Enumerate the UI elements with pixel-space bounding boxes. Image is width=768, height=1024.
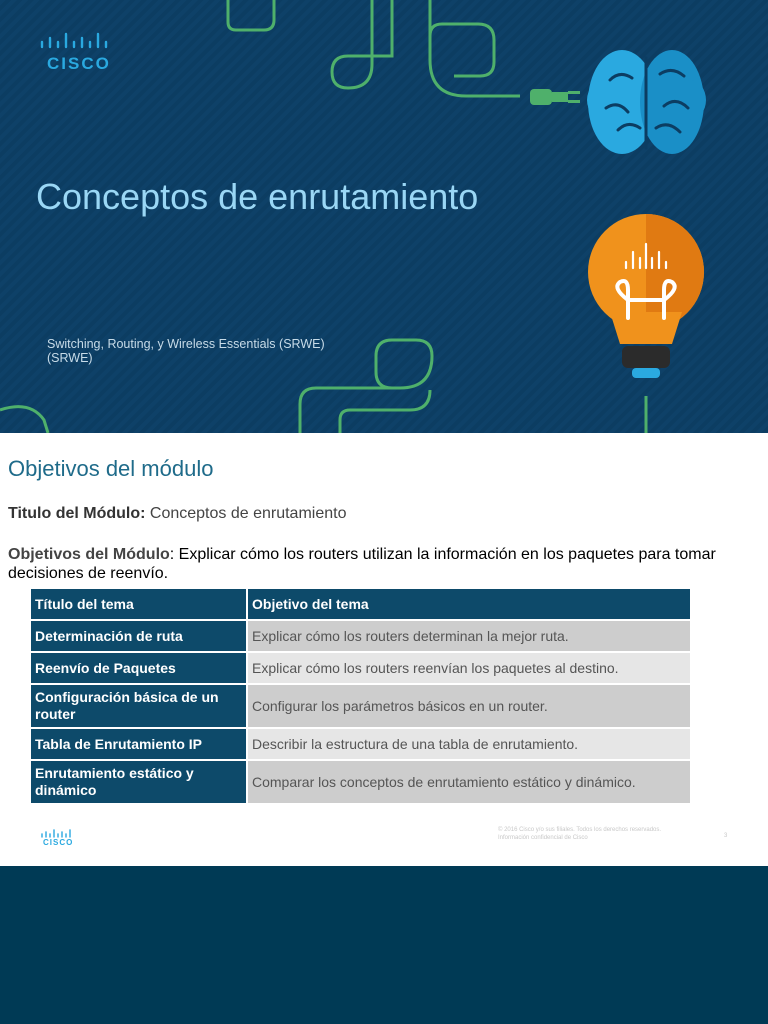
topic-objective: Configurar los parámetros básicos en un router.: [248, 685, 690, 727]
table-row: [31, 621, 690, 651]
table-row: [31, 685, 690, 727]
topic-name: Enrutamiento estático y dinámico: [31, 761, 246, 803]
objectives-slide: [0, 433, 768, 866]
topics-table: [29, 587, 692, 805]
slide-subtitle: [47, 337, 357, 365]
table-row: [31, 729, 690, 759]
topic-name: Determinación de ruta: [31, 621, 246, 651]
topic-objective: Explicar cómo los routers determinan la mejor ruta.: [248, 621, 690, 651]
module-objective-line: [8, 545, 758, 583]
subtitle-line-2: (SRWE): [47, 351, 93, 365]
plug-icon: [530, 89, 580, 105]
copyright-notice: [498, 826, 661, 842]
module-title-label: Titulo del Módulo:: [8, 505, 146, 522]
table-header-row: [31, 589, 690, 619]
footer-cisco-wordmark: CISCO: [43, 838, 74, 847]
topic-objective: Describir la estructura de una tabla de enrutamiento.: [248, 729, 690, 759]
objectives-title: Objetivos del módulo: [8, 456, 214, 481]
module-title-line: [8, 505, 346, 523]
slide-title: Conceptos de enrutamiento: [36, 176, 479, 217]
table-row: [31, 653, 690, 683]
copyright-line-1: © 2016 Cisco y/o sus filiales. Todos los derechos reservados.: [498, 827, 662, 833]
brain-icon: [587, 50, 706, 154]
topic-objective: Explicar cómo los routers reenvían los paquetes al destino.: [248, 653, 690, 683]
topic-name: Configuración básica de un router: [31, 685, 246, 727]
lightbulb-icon: [588, 214, 704, 378]
module-objective-value: : Explicar cómo los routers utilizan la información en los paquetes para tomar decisiones de reenvío.: [8, 546, 716, 582]
module-objective-label: Objetivos del Módulo: [8, 546, 170, 563]
header-topic-title: Título del tema: [31, 589, 246, 619]
page-number: 3: [724, 833, 728, 839]
title-slide: [0, 0, 768, 433]
topic-objective: Comparar los conceptos de enrutamiento estático y dinámico.: [248, 761, 690, 803]
module-title-value: Conceptos de enrutamiento: [149, 505, 347, 522]
topic-name: Reenvío de Paquetes: [31, 653, 246, 683]
header-topic-objective: Objetivo del tema: [248, 589, 690, 619]
cisco-wordmark: CISCO: [47, 54, 111, 73]
subtitle-line-1: Switching, Routing, y Wireless Essentials (SRWE): [47, 337, 325, 351]
copyright-line-2: Información confidencial de Cisco: [498, 835, 588, 841]
table-row: [31, 761, 690, 803]
topic-name: Tabla de Enrutamiento IP: [31, 729, 246, 759]
